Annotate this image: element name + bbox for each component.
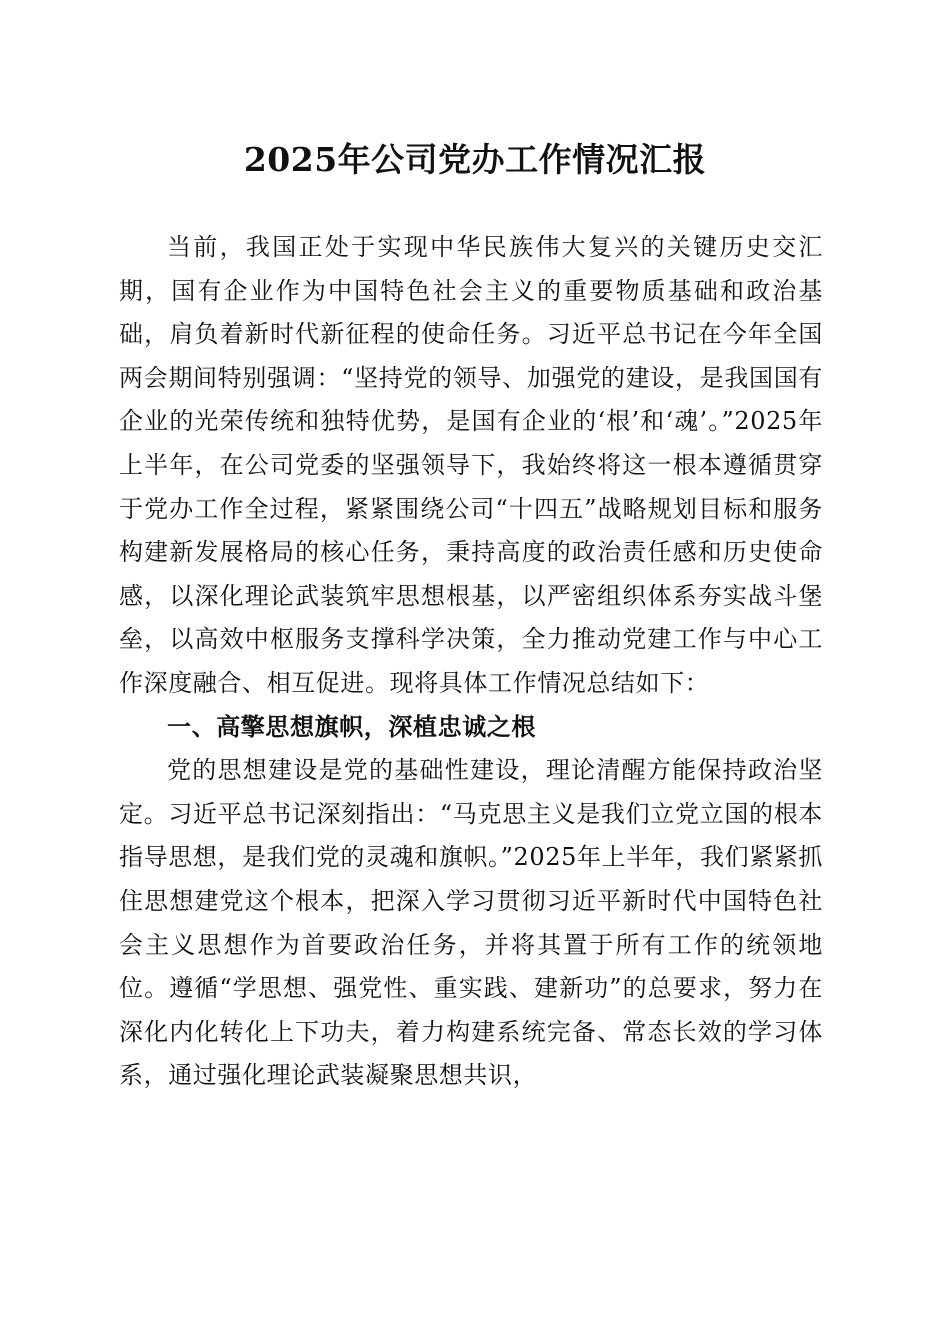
document-body bbox=[119, 226, 823, 1098]
document-title: 2025年公司党办工作情况汇报 bbox=[243, 140, 707, 179]
intro-paragraph: 当前，我国正处于实现中华民族伟大复兴的关键历史交汇期，国有企业作为中国特色社会主义的重要物质基础和政治基础，肩负着新时代新征程的使命任务。习近平总书记在今年全国两会期间特别强调：“坚持党的领导、加强党的建设，是我国国有企业的光荣传统和独特优势，是国有企业的‘根’和‘魂’。”2025年上半年，在公司党委的坚强领导下，我始终将这一根本遵循贯穿于党办工作全过程，紧紧围绕公司“十四五”战略规划目标和服务构建新发展格局的核心任务，秉持高度的政治责任感和历史使命感，以深化理论武装筑牢思想根基，以严密组织体系夯实战斗堡垒，以高效中枢服务支撑科学决策，全力推动党建工作与中心工作深度融合、相互促进。现将具体工作情况总结如下： bbox=[119, 233, 823, 697]
section-heading-1: 一、高擎思想旗帜，深植忠诚之根 bbox=[167, 712, 536, 741]
section-1-paragraph: 党的思想建设是党的基础性建设，理论清醒方能保持政治坚定。习近平总书记深刻指出：“马克思主义是我们立党立国的根本指导思想，是我们党的灵魂和旗帜。”2025年上半年，我们紧紧抓住思想建党这个根本，把深入学习贯彻习近平新时代中国特色社会主义思想作为首要政治任务，并将其置于所有工作的统领地位。遵循“学思想、强党性、重实践、建新功”的总要求，努力在深化内化转化上下功夫，着力构建系统完备、常态长效的学习体系，通过强化理论武装凝聚思想共识， bbox=[119, 756, 823, 1090]
